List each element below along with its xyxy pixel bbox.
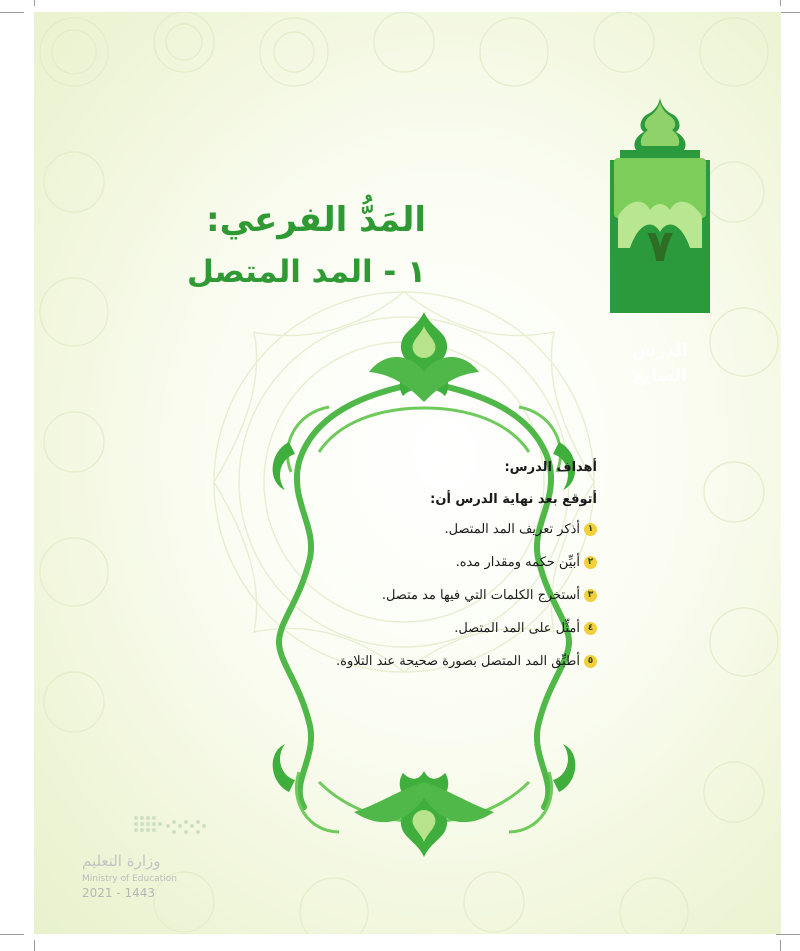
objective-text: أذكر تعريف المد المتصل. [444,522,580,537]
objective-item [292,519,597,552]
crop-mark [0,12,24,13]
objective-item [292,552,597,585]
ministry-name-arabic: وزارة التعليم [82,852,161,870]
lesson-objectives [292,460,597,684]
edition-year: 2021 - 1443 [82,886,156,900]
objective-text: أطبِّق المد المتصل بصورة صحيحة عند التلاوة. [336,654,580,669]
objective-number: ٥ [584,655,597,668]
ministry-dots-icon [130,812,210,840]
objective-item [292,618,597,651]
badge-label-ordinal: السابع [633,366,687,386]
crop-mark [780,0,781,6]
crop-mark [34,940,35,951]
objective-number: ٢ [584,556,597,569]
lesson-title: المَدُّ الفرعي: [206,200,426,240]
crop-mark [34,0,35,6]
objective-text: أستخرج الكلمات التي فيها مد متصل. [381,588,580,603]
objective-item [292,651,597,684]
objectives-heading: أهداف الدرس: [504,460,597,475]
objectives-intro: أتوقع بعد نهاية الدرس أن: [430,492,597,507]
lesson-number: ٧ [646,221,674,272]
ministry-name-english: Ministry of Education [82,874,177,884]
crop-mark [0,934,24,935]
objective-number: ٣ [584,589,597,602]
book-page [34,12,781,934]
objective-number: ٤ [584,622,597,635]
crop-mark [780,940,781,951]
crop-mark [776,934,800,935]
objective-text: أبيِّن حكمه ومقدار مده. [455,555,580,570]
lesson-subtitle: ١ - المد المتصل [186,254,426,290]
objective-number: ١ [584,523,597,536]
objective-item [292,585,597,618]
badge-shape [610,98,710,313]
badge-label-lesson: الدرس [632,341,688,361]
objective-text: أمثِّل على المد المتصل. [454,621,580,636]
lesson-badge [610,98,710,386]
